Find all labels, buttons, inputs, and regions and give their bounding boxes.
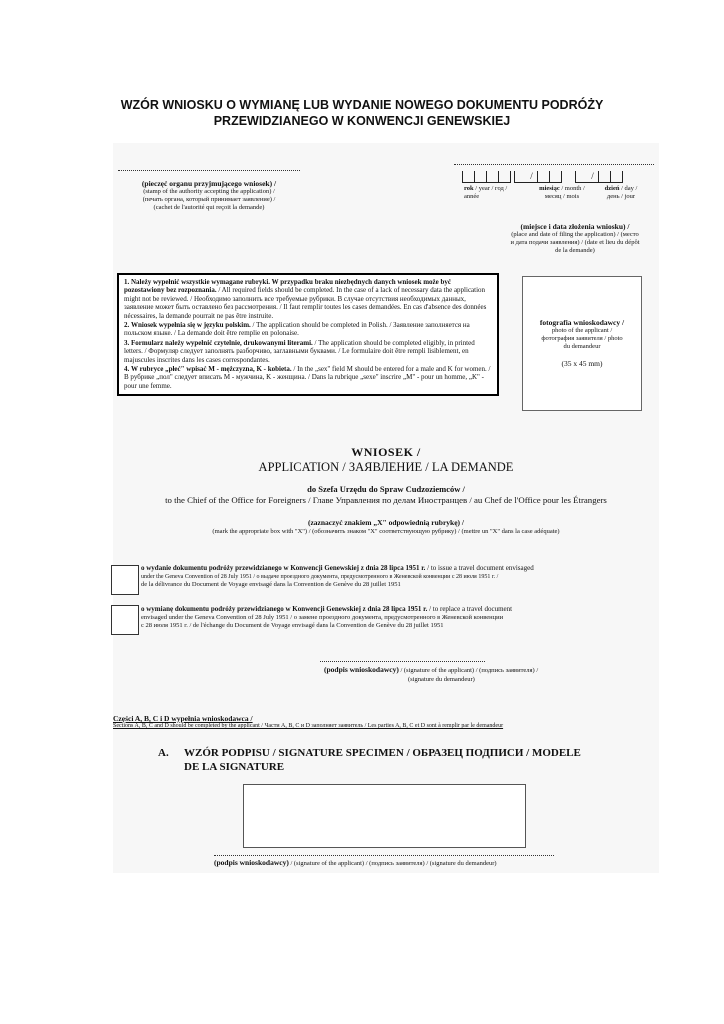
place-label-ru: и дата подачи заявления) / (date et lieu du dépôt: [510, 239, 640, 246]
stamp-label: [118, 180, 300, 212]
applicant-signature-label: [324, 666, 644, 675]
option-replace-rest: / to replace a travel document: [427, 605, 513, 613]
photo-label-en: photo of the applicant /: [551, 327, 613, 334]
option-issue-rest: / to issue a travel document envisaged: [425, 564, 534, 572]
instruction-item: 3. Formularz należy wypełnić czytelnie, drukowanymi literami. / The application should be completed eligibly, in printed letters. / Формуляр следует заполнять разборчиво, заглавными буквами. / Le formulaire doit être rempli lisiblement, en majuscules inscrites dans les cases correspondantes.: [124, 338, 475, 364]
date-year-label: [464, 185, 524, 201]
signature-specimen-box[interactable]: [243, 784, 526, 848]
date-day-label-pl: dzień: [604, 185, 620, 192]
photo-label-ru: фотография заявителя / photo: [541, 335, 623, 342]
specimen-signature-line: [214, 855, 554, 856]
photo-label: [523, 319, 641, 368]
applicant-signature-label-rest: / (signature of the applicant) / (подпись заявителя) /: [398, 667, 539, 674]
section-a-title-line1: WZÓR PODPISU / SIGNATURE SPECIMEN / ОБРАЗЕЦ ПОДПИСИ / MODELE: [184, 747, 581, 759]
applicant-signature-line: [320, 661, 485, 662]
applicant-signature-label-fr: (signature du demandeur): [408, 676, 475, 683]
date-sep-1: /: [526, 171, 537, 183]
application-to-rest: to the Chief of the Office for Foreigners / Главе Управления по делам Иностранцев / au Chef de l'Office pour les Étrangers: [165, 495, 607, 505]
page-title-line2: PRZEWIDZIANEGO W KONWENCJI GENEWSKIEJ: [213, 114, 511, 128]
instructions-box: [117, 273, 499, 396]
date-month-boxes[interactable]: [514, 171, 562, 183]
date-dotted-line: [454, 164, 654, 165]
stamp-label-pl: (pieczęć organu przyjmującego wniosek) /: [141, 179, 277, 188]
photo-label-pl: fotografia wnioskodawcy /: [539, 318, 625, 327]
date-month-label: [535, 185, 589, 201]
date-year-boxes[interactable]: [462, 171, 511, 183]
applicant-signature-label-pl: (podpis wnioskodawcy): [324, 665, 399, 674]
page-title-line1: WZÓR WNIOSKU O WYMIANĘ LUB WYDANIE NOWEGO DOKUMENTU PODRÓŻY: [120, 98, 604, 112]
date-month-label-rest: / month /: [561, 185, 585, 192]
option-issue-text: [141, 564, 661, 590]
application-heading1: WNIOSEK /: [351, 445, 421, 459]
specimen-signature-label: [214, 859, 594, 868]
place-label-pl: (miejsce i data złożenia wniosku) /: [520, 222, 630, 231]
date-sep-2: /: [587, 171, 598, 183]
date-year-label-pl: rok: [464, 185, 474, 192]
photo-label-fr: du demandeur: [563, 343, 601, 350]
photo-box[interactable]: [522, 276, 642, 411]
date-day-label-rest: / day /: [621, 185, 638, 192]
option-replace-line2: envisaged under the Geneva Convention of 28 July 1951 / о замене проездного документа, предусмотренного в Женевской конвенции: [141, 613, 504, 621]
stamp-label-ru: (печать органа, который принимает заявление) /: [142, 196, 276, 203]
instruction-item: 1. Należy wypełnić wszystkie wymagane rubryki. W przypadku braku niezbędnych danych wniosek może być pozostawiony bez rozpoznania. / All required fields should be completed. In the case of a lack of necessary data the application might not be reviewed. / Необходимо заполнить все требуемые рубрики. В случае отсутствия необходимых данных, заявление может быть оставлено без рассмотрения. / Il faut remplir toutes les cases demandées. En cas d'absence des données nécessaires, la demande pourrait ne pas être instruite.: [124, 278, 487, 320]
application-mark-rest: (mark the appropriate box with "X") / (обозначить знаком "X" соответствующую рубрику) / (mettre un "X" dans la case adéquate): [212, 528, 560, 535]
option-issue-line3: de la délivrance du Document de Voyage envisagé dans la Convention de Genève du 28 juillet 1951: [141, 581, 401, 589]
specimen-signature-label-pl: (podpis wnioskodawcy): [214, 858, 289, 867]
place-label-en: (place and date of filing the application) / (место: [511, 231, 639, 238]
stamp-label-fr: (cachet de l'autorité qui reçoit la demande): [153, 204, 265, 211]
option-replace-line3: с 28 июля 1951 г. / de l'échange du Document de Voyage envisagé dans la Convention de Genève du 28 juillet 1951: [141, 622, 444, 630]
application-to-pl: do Szefa Urzędu do Spraw Cudzoziemców /: [307, 484, 465, 494]
instructions-list: [124, 278, 492, 390]
option-issue-bold: o wydanie dokumentu podróży przewidzianego w Konwencji Genewskiej z dnia 28 lipca 1951 r.: [141, 564, 426, 572]
instruction-item: 2. Wniosek wypełnia się w języku polskim. / The application should be completed in Polish. / Заявление заполняется на польском языке. / La demande doit être remplie en polonaise.: [124, 321, 470, 338]
option-issue-line2: under the Geneva Convention of 28 July 1951 / о выдаче проездного документа, предусмотренного в Женевской конвенции с 28 июля 1951 г. /: [141, 573, 499, 580]
date-year-label-rest: / year / год / année: [464, 185, 508, 200]
stamp-dotted-line: [118, 170, 300, 171]
stamp-label-en: (stamp of the authority accepting the application) /: [143, 188, 275, 195]
application-heading2: APPLICATION / ЗАЯВЛЕНИЕ / LA DEMANDE: [258, 460, 514, 474]
sections-note-rest: Sections A, B, C and D should be completed by the applicant / Части A, B, C и D заполняет заявитель / Les parties A, B, C et D sont à remplir par le demandeur: [113, 723, 504, 729]
place-label-fr: de la demande): [555, 247, 595, 254]
page-title: [0, 97, 724, 129]
date-day-label2: день / jour: [606, 193, 636, 200]
option-issue-checkbox[interactable]: [111, 565, 139, 595]
place-date-label: [500, 223, 650, 255]
section-a-title-line2: DE LA SIGNATURE: [184, 761, 285, 773]
option-replace-checkbox[interactable]: [111, 605, 139, 635]
section-a-letter: A.: [158, 747, 169, 759]
specimen-signature-label-rest: / (signature of the applicant) / (подпись заявителя) / (signature du demandeur): [288, 860, 497, 867]
application-mark-pl: (zaznaczyć znakiem „X" odpowiednią rubrykę) /: [307, 518, 465, 527]
photo-size: (35 x 45 mm): [561, 359, 603, 368]
date-day-label: [598, 185, 644, 201]
sections-note-pl: Części A, B, C i D wypełnia wnioskodawca /: [113, 714, 253, 723]
option-replace-text: [141, 605, 661, 631]
date-month-label-pl: miesiąc: [539, 185, 560, 192]
instruction-item: 4. W rubryce „płeć" wpisać M - mężczyzna, K - kobieta. / In the „sex" field M should be entered for a male and K for women. / В рубрике „пол" следует вписать M - мужчина, K - женщина. / Dans la rubrique „sexe" inscrire „M" - pour un homme, „K" - pour une femme.: [124, 365, 491, 390]
date-month-label2: месяц / mois: [544, 193, 580, 200]
option-replace-bold: o wymianę dokumentu podróży przewidzianego w Konwencji Genewskiej z dnia 28 lipca 1951 r.: [141, 605, 428, 613]
date-day-boxes[interactable]: [575, 171, 623, 183]
